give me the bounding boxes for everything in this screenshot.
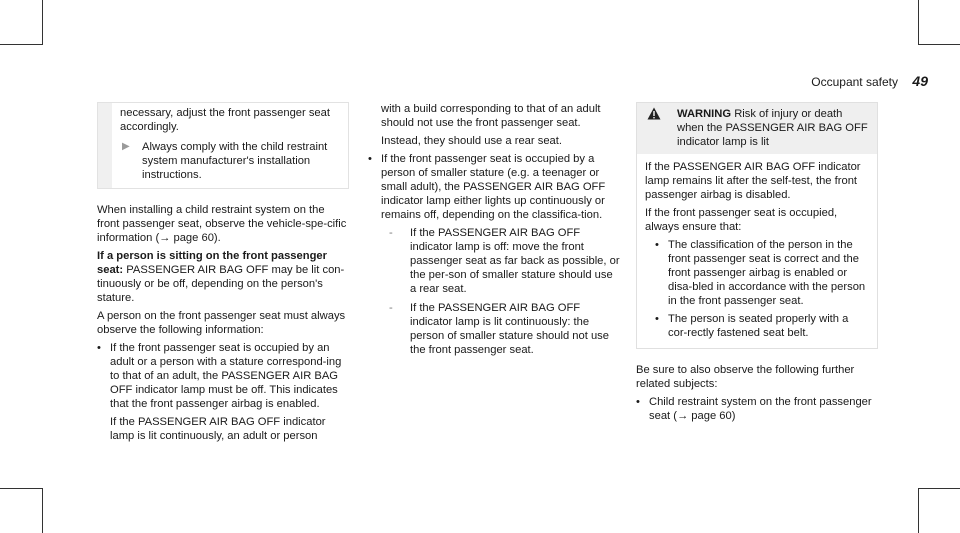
paragraph: When installing a child restraint system on the front passenger seat, observe the vehicle-spe-cific information (→ page 60). bbox=[97, 204, 347, 244]
warning-triangle-icon bbox=[647, 107, 661, 120]
warning-label: WARNING bbox=[677, 108, 732, 120]
paragraph: If the front passenger seat is occupied, always ensure that: bbox=[645, 207, 838, 233]
bullet-icon: • bbox=[636, 396, 640, 408]
warning-box bbox=[636, 102, 878, 349]
bold-heading: If a person is sitting on the front passenger seat: bbox=[97, 250, 327, 276]
sub-list-item: - If the PASSENGER AIR BAG OFF indicator lamp is lit continuously: the person of smaller stature should not use the front passenger seat. bbox=[389, 302, 609, 356]
bullet-icon: • bbox=[97, 342, 101, 354]
dash-icon: - bbox=[389, 302, 393, 314]
dash-icon: - bbox=[389, 227, 393, 239]
section-title: Occupant safety bbox=[811, 75, 898, 89]
paragraph: If the PASSENGER AIR BAG OFF indicator lamp remains lit after the self-test, the front passenger airbag is disabled. bbox=[645, 161, 861, 201]
column-3 bbox=[636, 102, 878, 427]
sub-list-item: - If the PASSENGER AIR BAG OFF indicator lamp is off: move the front passenger seat as far back as possible, or the per-son of smaller stature should use a rear seat. bbox=[389, 227, 620, 295]
arrow-icon: ▶ bbox=[122, 141, 130, 152]
warning-body bbox=[637, 154, 877, 348]
paragraph: A person on the front passenger seat must always observe the following information: bbox=[97, 310, 346, 336]
list-item: • If the front passenger seat is occupied by a person of smaller stature (e.g. a teenager or small adult), the PASSENGER AIR BAG OFF indicator lamp either lights up continuously or remains off, depending on the classifica-tion. - If the PASSENGER AIR BAG OFF indicator lamp is off: move the front passenger seat as far back as possible, or the per-son of smaller stature should use a rear seat. - If the PASSENGER AIR BAG OFF indicator lamp is lit continuously: the person of smaller stature should not use the front passenger seat. bbox=[368, 153, 620, 356]
related-topic-link[interactable]: • Child restraint system on the front passenger seat (→ page 60) bbox=[636, 396, 872, 422]
page-number: 49 bbox=[912, 73, 928, 89]
column-1 bbox=[97, 102, 349, 447]
column-2 bbox=[368, 102, 620, 362]
note-text: necessary, adjust the front passenger seat accordingly. bbox=[120, 107, 330, 133]
warning-title: Risk of injury or death when the PASSENGER AIR BAG OFF indicator lamp is lit bbox=[677, 108, 868, 148]
bullet-icon: • bbox=[655, 313, 659, 325]
note-box bbox=[97, 102, 349, 189]
warning-header bbox=[637, 103, 877, 154]
list-item: • The person is seated properly with a cor-rectly fastened seat belt. bbox=[655, 313, 849, 339]
list-item: • If the front passenger seat is occupied by an adult or a person with a stature correspond-ing to that of an adult, the PASSENGER AIR BAG OFF indicator lamp must be off. This indicates that the front passenger airbag is enabled. If the PASSENGER AIR BAG OFF indicator lamp is lit continuously, an adult or person bbox=[97, 342, 342, 442]
list-item: • The classification of the person in the front passenger seat is correct and the front passenger airbag is enabled or disa-bled in accordance with the person in the front passenger seat. bbox=[655, 239, 866, 307]
bullet-icon: • bbox=[368, 153, 372, 165]
paragraph: with a build corresponding to that of an adult should not use the front passenger seat. bbox=[381, 103, 601, 129]
paragraph: If a person is sitting on the front passenger seat: PASSENGER AIR BAG OFF may be lit con-tinuously or be off, depending on the person's stature. bbox=[97, 250, 345, 304]
note-item: ▶ Always comply with the child restraint system manufacturer's installation instructions. bbox=[122, 141, 328, 181]
paragraph: Instead, they should use a rear seat. bbox=[381, 135, 562, 147]
bullet-icon: • bbox=[655, 239, 659, 251]
paragraph: Be sure to also observe the following further related subjects: bbox=[636, 364, 855, 390]
